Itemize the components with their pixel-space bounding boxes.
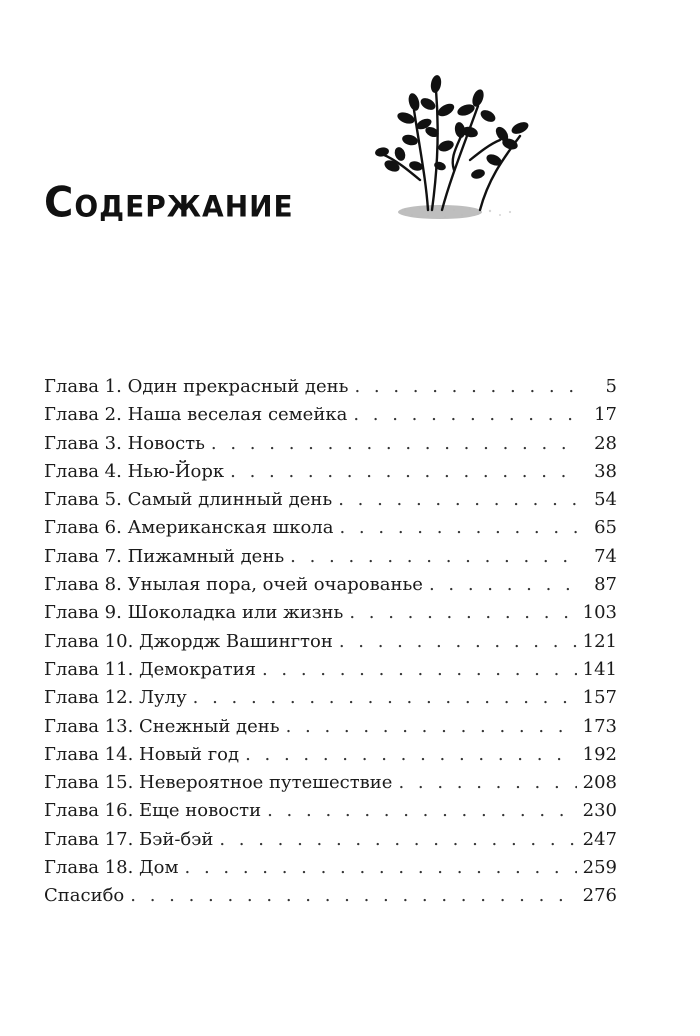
toc-entry-title: Глава 15. Невероятное путешествие [44, 772, 393, 794]
toc-entry [44, 543, 617, 571]
toc-entry-page-number: 259 [582, 857, 617, 879]
toc-entry-title: Глава 9. Шоколадка или жизнь [44, 602, 344, 624]
toc-entry [44, 458, 617, 486]
toc-entry-page-number: 87 [594, 574, 617, 596]
toc-entry-title: Спасибо [44, 885, 125, 907]
toc-entry-title: Глава 11. Демократия [44, 658, 256, 680]
toc-dot-leader [398, 769, 576, 797]
toc-dot-leader [230, 458, 577, 486]
toc-dot-leader [339, 628, 577, 656]
page-title: Содержание [44, 178, 294, 228]
toc-dot-leader [130, 882, 576, 910]
toc-entry-page-number: 247 [582, 828, 617, 850]
toc-entry-title: Глава 14. Новый год [44, 743, 240, 765]
plant-icon [370, 70, 570, 230]
toc-dot-leader [286, 713, 577, 741]
toc-entry-title: Глава 10. Джордж Вашингтон [44, 630, 333, 652]
toc-dot-leader [185, 854, 577, 882]
toc-entry-page-number: 157 [582, 687, 617, 709]
toc-entry [44, 882, 617, 910]
toc-entry [44, 741, 617, 769]
toc-entry [44, 401, 617, 429]
toc-dot-leader [354, 373, 577, 401]
toc-dot-leader [429, 571, 577, 599]
toc-entry [44, 514, 617, 542]
toc-entry-title: Глава 12. Лулу [44, 687, 187, 709]
toc-entry-title: Глава 5. Самый длинный день [44, 489, 333, 511]
toc-dot-leader [267, 797, 577, 825]
toc-entry [44, 571, 617, 599]
toc-entry-page-number: 54 [594, 489, 617, 511]
toc-entry-page-number: 230 [582, 800, 617, 822]
toc-entry-page-number: 28 [594, 432, 617, 454]
toc-entry [44, 826, 617, 854]
toc-entry-title: Глава 4. Нью-Йорк [44, 460, 225, 482]
toc-entry-title: Глава 8. Унылая пора, очей очарованье [44, 574, 423, 596]
toc-entry-title: Глава 6. Американская школа [44, 517, 334, 539]
toc-entry-title: Глава 18. Дом [44, 857, 179, 879]
toc-entry [44, 656, 617, 684]
toc-entry-title: Глава 7. Пижамный день [44, 545, 285, 567]
toc-entry-title: Глава 13. Снежный день [44, 715, 280, 737]
toc-entry-title: Глава 16. Еще новости [44, 800, 262, 822]
toc-entry [44, 628, 617, 656]
toc-entry-page-number: 74 [594, 545, 617, 567]
toc-entry [44, 684, 617, 712]
toc-entry [44, 797, 617, 825]
toc-entry-page-number: 5 [605, 376, 617, 397]
toc-entry-page-number: 103 [582, 602, 617, 624]
toc-entry-page-number: 65 [594, 517, 617, 539]
toc-dot-leader [353, 401, 577, 429]
toc-entry [44, 854, 617, 882]
toc-entry [44, 373, 617, 401]
toc-entry-title: Глава 17. Бэй-бэй [44, 828, 214, 850]
toc-entry-page-number: 208 [582, 772, 617, 794]
toc-entry-page-number: 173 [582, 715, 617, 737]
toc-entry-page-number: 141 [582, 658, 617, 680]
toc-entry-page-number: 38 [594, 460, 617, 482]
toc-dot-leader [262, 656, 577, 684]
toc-entry-title: Глава 1. Один прекрасный день [44, 376, 349, 397]
toc-entry-page-number: 121 [582, 630, 617, 652]
table-of-contents [44, 373, 617, 911]
toc-entry-page-number: 192 [582, 743, 617, 765]
toc-entry-title: Глава 2. Наша веселая семейка [44, 404, 348, 426]
toc-entry [44, 599, 617, 627]
toc-dot-leader [193, 684, 577, 712]
toc-dot-leader [349, 599, 576, 627]
toc-dot-leader [219, 826, 576, 854]
toc-dot-leader [245, 741, 577, 769]
toc-entry [44, 486, 617, 514]
toc-dot-leader [290, 543, 577, 571]
toc-entry [44, 430, 617, 458]
toc-dot-leader [211, 430, 577, 458]
toc-entry-page-number: 17 [594, 404, 617, 426]
toc-entry-title: Глава 3. Новость [44, 432, 205, 454]
toc-entry [44, 769, 617, 797]
toc-entry [44, 713, 617, 741]
toc-dot-leader [338, 486, 577, 514]
toc-dot-leader [339, 514, 577, 542]
toc-entry-page-number: 276 [582, 885, 617, 907]
